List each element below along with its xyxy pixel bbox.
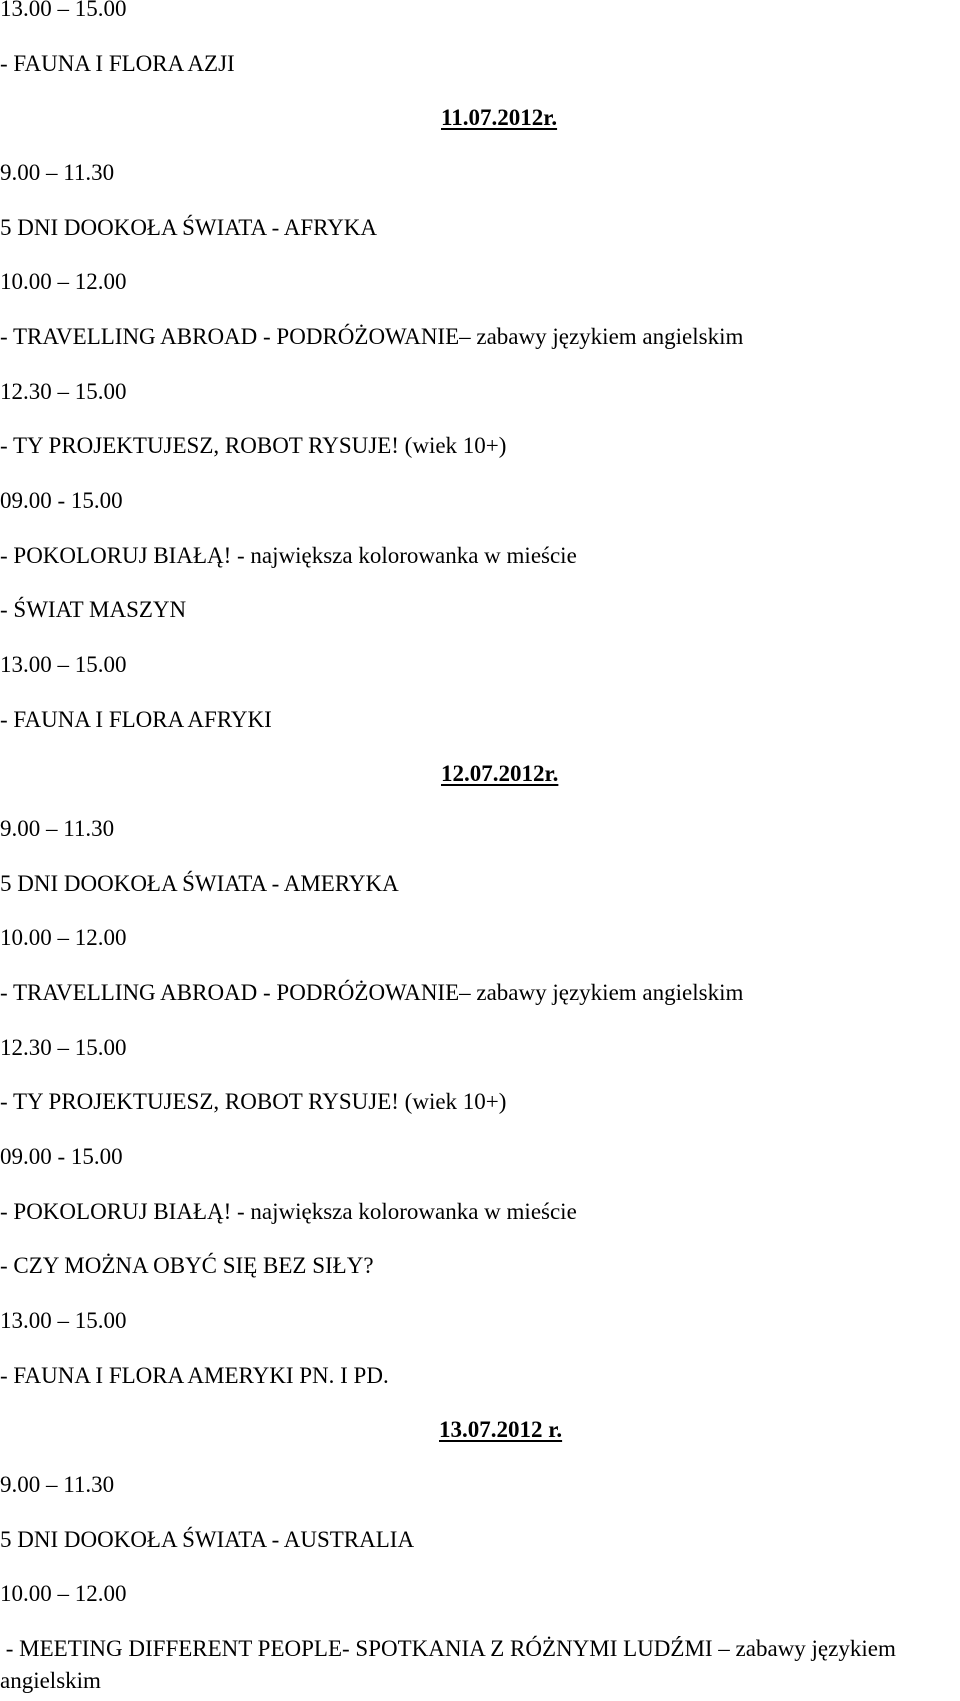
activity-line: - TY PROJEKTUJESZ, ROBOT RYSUJE! (wiek 10+): [0, 433, 507, 458]
time-line: 9.00 – 11.30: [0, 160, 115, 185]
time-line: 13.00 – 15.00: [0, 0, 127, 21]
activity-line: - FAUNA I FLORA AFRYKI: [0, 707, 272, 732]
time-line: 13.00 – 15.00: [0, 1308, 127, 1333]
activity-line: - MEETING DIFFERENT PEOPLE- SPOTKANIA Z RÓŻNYMI LUDŹMI – zabawy językiem: [0, 1636, 896, 1661]
activity-line: 5 DNI DOOKOŁA ŚWIATA - AFRYKA: [0, 215, 378, 240]
time-line: 12.30 – 15.00: [0, 1035, 127, 1060]
activity-line: - TRAVELLING ABROAD - PODRÓŻOWANIE– zabawy językiem angielskim: [0, 980, 744, 1005]
activity-line: angielskim: [0, 1668, 101, 1693]
activity-line: - POKOLORUJ BIAŁĄ! - największa kolorowanka w mieście: [0, 1199, 577, 1224]
time-line: 9.00 – 11.30: [0, 816, 115, 841]
time-line: 13.00 – 15.00: [0, 652, 127, 677]
date-heading: 11.07.2012r.: [441, 105, 558, 130]
time-line: 12.30 – 15.00: [0, 379, 127, 404]
activity-line: - TRAVELLING ABROAD - PODRÓŻOWANIE– zabawy językiem angielskim: [0, 324, 744, 349]
time-line: 10.00 – 12.00: [0, 1581, 127, 1606]
time-line: 9.00 – 11.30: [0, 1472, 115, 1497]
activity-line: 5 DNI DOOKOŁA ŚWIATA - AUSTRALIA: [0, 1527, 415, 1552]
activity-line: - CZY MOŻNA OBYĆ SIĘ BEZ SIŁY?: [0, 1253, 374, 1278]
date-heading: 13.07.2012 r.: [439, 1417, 563, 1442]
date-heading: 12.07.2012r.: [441, 761, 559, 786]
activity-line: - TY PROJEKTUJESZ, ROBOT RYSUJE! (wiek 10+): [0, 1089, 507, 1114]
activity-line: 5 DNI DOOKOŁA ŚWIATA - AMERYKA: [0, 871, 399, 896]
time-line: 10.00 – 12.00: [0, 269, 127, 294]
activity-line: - FAUNA I FLORA AZJI: [0, 51, 235, 76]
time-line: 09.00 - 15.00: [0, 1144, 123, 1169]
activity-line: - FAUNA I FLORA AMERYKI PN. I PD.: [0, 1363, 389, 1388]
activity-line: - ŚWIAT MASZYN: [0, 597, 187, 622]
time-line: 09.00 - 15.00: [0, 488, 123, 513]
time-line: 10.00 – 12.00: [0, 925, 127, 950]
activity-line: - POKOLORUJ BIAŁĄ! - największa kolorowanka w mieście: [0, 543, 577, 568]
